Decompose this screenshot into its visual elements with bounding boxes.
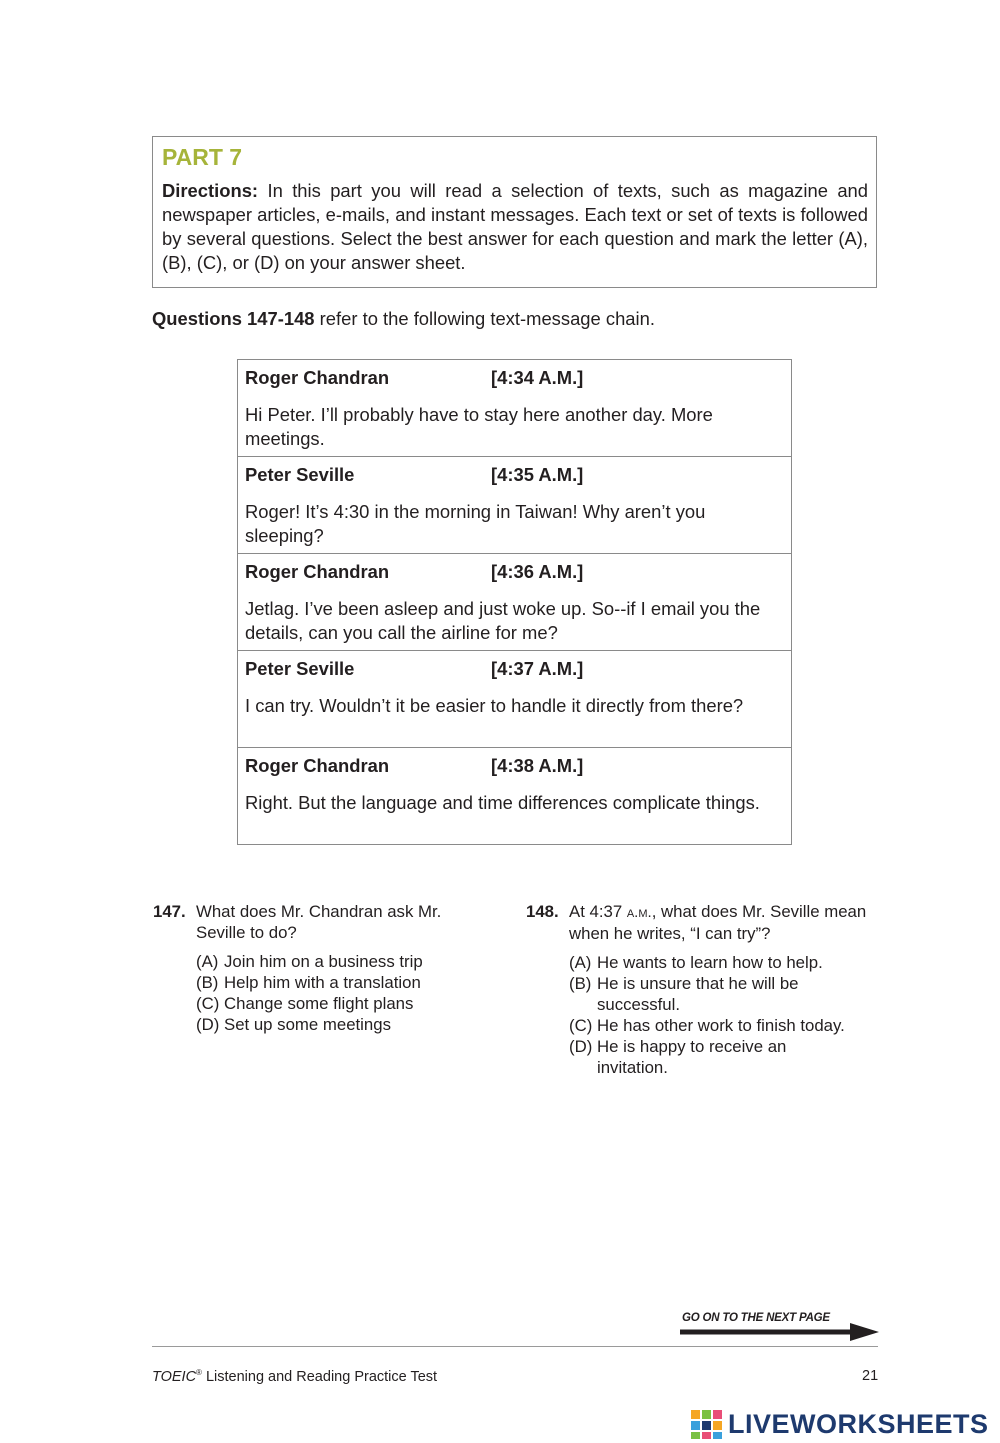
questions-intro xyxy=(152,307,655,331)
message-text: I can try. Wouldn’t it be easier to handle it directly from there? xyxy=(245,695,744,716)
footer-title-rest: Listening and Reading Practice Test xyxy=(201,1368,438,1385)
directions-text: In this part you will read a selection of texts, such as magazine and newspaper articles, e-mails, and instant messages. Each text or set of texts is followed by several questions. Select the best answer for each question and mark the letter (A), (B), (C), or (D) on your answer sheet. xyxy=(162,180,868,273)
message-text: Roger! It’s 4:30 in the morning in Taiwan! Why aren’t you sleeping? xyxy=(245,501,706,546)
registered-mark: ® xyxy=(196,1368,202,1377)
option-text: He wants to learn how to help. xyxy=(597,953,823,972)
message-sender: Roger Chandran xyxy=(245,561,390,582)
answer-option[interactable] xyxy=(569,952,881,973)
footer-brand: TOEIC xyxy=(152,1368,197,1385)
message-text: Right. But the language and time differences complicate things. xyxy=(245,792,760,813)
text-message-chain xyxy=(237,359,792,845)
answer-option[interactable] xyxy=(196,993,483,1014)
question-stem xyxy=(569,901,881,944)
question-148 xyxy=(526,901,881,1078)
answer-options xyxy=(196,951,483,1035)
directions-paragraph xyxy=(162,179,868,275)
option-text: Join him on a business trip xyxy=(224,952,423,971)
message-sender: Peter Seville xyxy=(245,464,355,485)
message-time: [4:35 A.M.] xyxy=(491,464,584,485)
message-header xyxy=(245,657,783,694)
answer-option[interactable] xyxy=(196,1014,483,1035)
message-text: Hi Peter. I’ll probably have to stay here another day. More meetings. xyxy=(245,404,713,449)
message xyxy=(238,554,791,651)
option-letter: (B) xyxy=(196,973,219,992)
answer-option[interactable] xyxy=(569,1015,881,1036)
questions-intro-text: refer to the following text-message chain. xyxy=(319,308,655,329)
message-header xyxy=(245,366,783,403)
message-sender: Roger Chandran xyxy=(245,367,390,388)
footer-title xyxy=(152,1368,437,1385)
message-header xyxy=(245,754,783,791)
question-stem: What does Mr. Chandran ask Mr. Seville to do? xyxy=(196,902,442,942)
part-title: PART 7 xyxy=(162,144,243,170)
message-time: [4:38 A.M.] xyxy=(491,755,584,776)
directions-label: Directions: xyxy=(162,180,259,201)
option-text: Set up some meetings xyxy=(224,1015,391,1034)
message-time: [4:34 A.M.] xyxy=(491,367,584,388)
answer-option[interactable] xyxy=(569,1036,827,1078)
message-sender: Peter Seville xyxy=(245,658,355,679)
message-sender: Roger Chandran xyxy=(245,755,390,776)
option-text: He has other work to finish today. xyxy=(597,1016,845,1035)
watermark-text: LIVEWORKSHEETS xyxy=(728,1409,989,1439)
option-letter: (B) xyxy=(569,974,592,993)
message xyxy=(238,360,791,457)
option-text: He is happy to receive an invitation. xyxy=(597,1037,787,1077)
stem-part: At 4:37 xyxy=(569,902,627,921)
option-text: He is unsure that he will be successful. xyxy=(597,974,799,1014)
message-time: [4:37 A.M.] xyxy=(491,658,584,679)
question-number: 147. xyxy=(153,902,186,921)
answer-option[interactable] xyxy=(196,972,483,993)
option-letter: (D) xyxy=(569,1037,593,1056)
go-on-label: GO ON TO THE NEXT PAGE xyxy=(682,1312,830,1324)
message-header xyxy=(245,463,783,500)
option-text: Help him with a translation xyxy=(224,973,421,992)
option-letter: (C) xyxy=(196,994,220,1013)
message-text: Jetlag. I’ve been asleep and just woke up. So--if I email you the details, can you call the airline for me? xyxy=(245,598,761,643)
option-letter: (A) xyxy=(196,952,219,971)
answer-option[interactable] xyxy=(569,973,827,1015)
option-text: Change some flight plans xyxy=(224,994,414,1013)
message-header xyxy=(245,560,783,597)
option-letter: (A) xyxy=(569,953,592,972)
question-147 xyxy=(153,901,483,1035)
message-time: [4:36 A.M.] xyxy=(491,561,584,582)
option-letter: (D) xyxy=(196,1015,220,1034)
liveworksheets-logo-icon xyxy=(690,1408,724,1440)
answer-options xyxy=(569,952,881,1078)
stem-part: , what does Mr. Seville mean when he writes, “I can try”? xyxy=(569,902,867,943)
stem-time-suffix: a.m. xyxy=(626,904,652,921)
questions-range: Questions 147-148 xyxy=(152,308,315,329)
message xyxy=(238,748,791,845)
question-number: 148. xyxy=(526,902,559,921)
answer-option[interactable] xyxy=(196,951,483,972)
message xyxy=(238,651,791,748)
message xyxy=(238,457,791,554)
next-page-arrow-icon xyxy=(680,1322,880,1342)
page-number: 21 xyxy=(862,1368,879,1384)
option-letter: (C) xyxy=(569,1016,593,1035)
directions-box xyxy=(152,136,877,288)
footer-divider xyxy=(152,1346,878,1347)
